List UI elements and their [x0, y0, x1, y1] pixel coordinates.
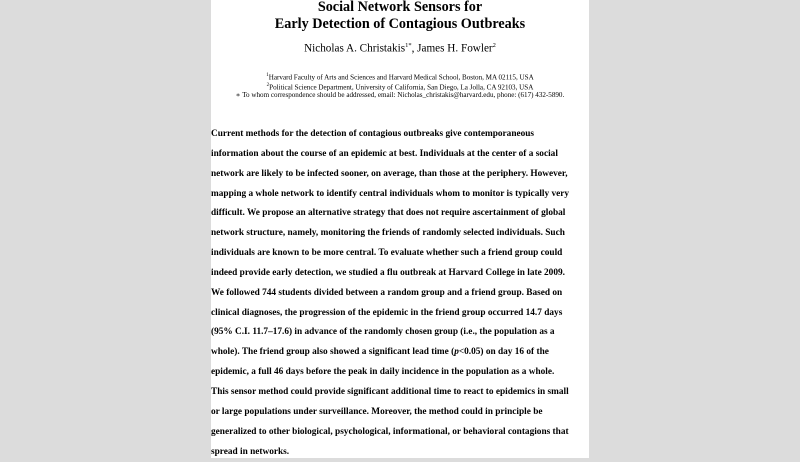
author-affiliation-mark: 2	[493, 42, 496, 49]
abstract-line: This sensor method could provide significant additional time to react to epidemics in small	[211, 383, 589, 403]
paper-title-line-2: Early Detection of Contagious Outbreaks	[211, 16, 589, 32]
author-separator: ,	[412, 43, 418, 55]
abstract-line-text: <0.05) on day 16 of the	[459, 347, 549, 357]
abstract-line: difficult. We propose an alternative strategy that does not require ascertainment of global	[211, 204, 589, 224]
abstract-line: epidemic, a full 46 days before the peak in daily incidence in the population as a whole.	[211, 363, 589, 383]
abstract-line: network structure, namely, monitoring the friends of randomly selected individuals. Such	[211, 224, 589, 244]
author-line	[211, 39, 589, 56]
abstract-line: information about the course of an epidemic at best. Individuals at the center of a social	[211, 145, 589, 165]
author-name: Nicholas A. Christakis	[304, 43, 405, 55]
abstract-line: individuals are known to be more central. To evaluate whether such a friend group could	[211, 244, 589, 264]
abstract-line: spread in networks.	[211, 443, 589, 462]
author-affiliation-mark: 1*	[405, 42, 412, 49]
abstract-line: mapping a whole network to identify central individuals whom to monitor is typically very	[211, 185, 589, 205]
abstract-line: network are likely to be infected sooner, on average, than those at the periphery. However,	[211, 165, 589, 185]
abstract-line: or large populations under surveillance. Moreover, the method could in principle be	[211, 403, 589, 423]
author-name: James H. Fowler	[417, 43, 493, 55]
abstract-line: Current methods for the detection of contagious outbreaks give contemporaneous	[211, 125, 589, 145]
p-value-symbol: p	[454, 347, 459, 357]
correspondence-line	[211, 91, 589, 100]
abstract-line-text: whole). The friend group also showed a significant lead time (	[211, 347, 454, 357]
abstract-line: generalized to other biological, psychological, informational, or behavioral contagions that	[211, 423, 589, 443]
affiliation-mark: 2	[267, 83, 270, 88]
affiliation-text: Political Science Department, University of California, San Diego, La Jolla, CA 92103, USA	[269, 83, 533, 91]
abstract-line: (95% C.I. 11.7–17.6) in advance of the randomly chosen group (i.e., the population as a	[211, 323, 589, 343]
abstract-line	[211, 343, 589, 363]
abstract	[211, 125, 589, 462]
abstract-line: clinical diagnoses, the progression of the epidemic in the friend group occurred 14.7 days	[211, 304, 589, 324]
abstract-line: We followed 744 students divided between a random group and a friend group. Based on	[211, 284, 589, 304]
paper-title-line-1: Social Network Sensors for	[211, 0, 589, 15]
affiliation-text: Harvard Faculty of Arts and Sciences and Harvard Medical School, Boston, MA 02115, USA	[269, 73, 534, 81]
correspondence-text: To whom correspondence should be addressed, email: Nicholas_christakis@harvard.edu, phone: (617) 432-5890.	[241, 91, 565, 99]
abstract-line: indeed provide early detection, we studied a flu outbreak at Harvard College in late 2009.	[211, 264, 589, 284]
affiliation-mark: 1	[266, 73, 269, 78]
correspondence-mark: ∗	[236, 91, 241, 99]
document-page	[211, 0, 589, 458]
